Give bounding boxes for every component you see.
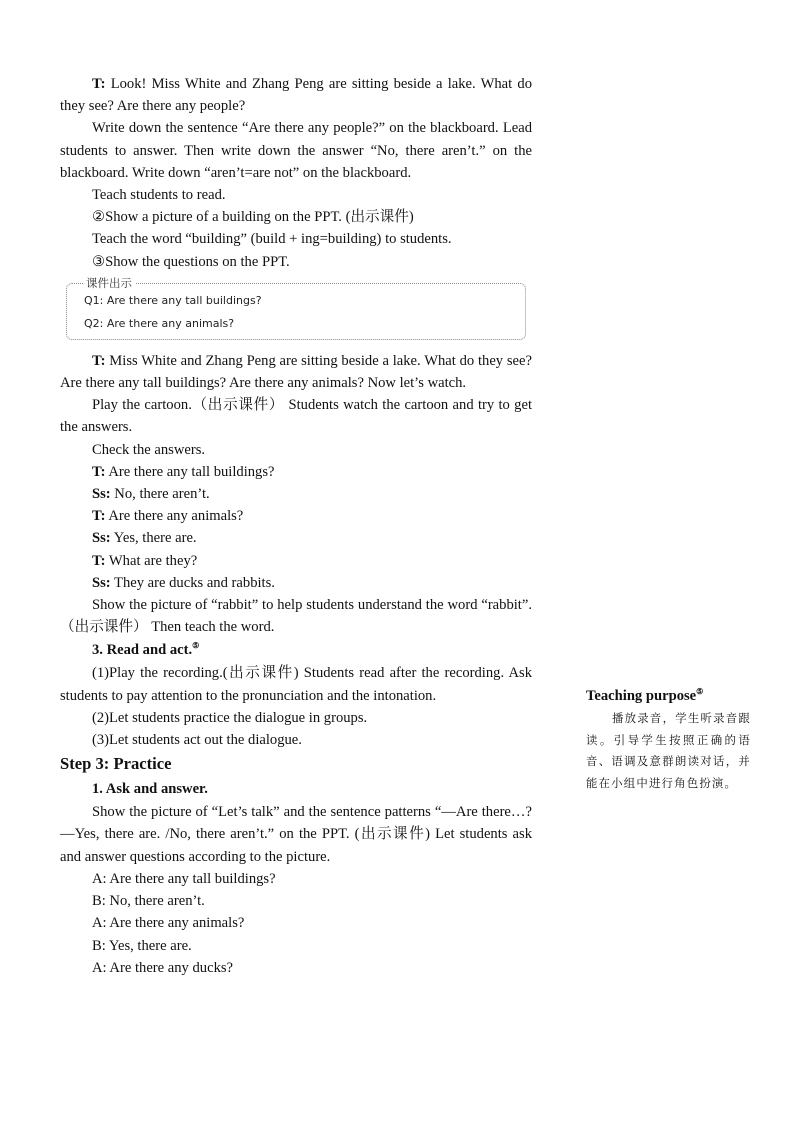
paragraph: Write down the sentence “Are there any people?” on the blackboard. Lead students to answer. Then write down the answer “No, there aren’t.” on the blackboard. Write down “aren’t=are not” on the blackboard.	[60, 120, 532, 181]
paragraph: Teach the word “building” (build + ing=building) to students.	[92, 231, 452, 248]
dialogue-text: Are there any animals?	[105, 508, 244, 525]
courseware-box	[66, 275, 526, 340]
courseware-tag: 课件出示	[83, 275, 135, 291]
paragraph: (1)Play the recording.(出示课件) Students read after the recording. Ask students to pay attention to the pronunciation and the intonation.	[60, 665, 532, 704]
question-1: Q1: Are there any tall buildings?	[84, 293, 262, 307]
paragraph-text: Look! Miss White and Zhang Peng are sitting beside a lake. What do they see? Are there any people?	[60, 76, 532, 115]
dialogue-line	[60, 572, 532, 594]
lesson-content	[60, 73, 532, 979]
footnote-mark: ⑤	[192, 641, 200, 651]
teaching-purpose-note	[586, 686, 751, 794]
paragraph-text: Miss White and Zhang Peng are sitting beside a lake. What do they see? Are there any tall buildings? Are there any animals? Now let’s watch.	[60, 352, 532, 392]
section-title	[60, 638, 532, 662]
dialogue-text: Are there any tall buildings?	[105, 463, 275, 480]
paragraph	[60, 73, 532, 117]
speaker-label: T:	[92, 508, 106, 525]
dialogue-line: A: Are there any animals?	[92, 915, 245, 932]
footnote-mark: ⑤	[696, 687, 704, 697]
section-title: 1. Ask and answer.	[92, 781, 208, 798]
step-heading: Step 3: Practice	[60, 754, 172, 774]
paragraph: Show the picture of “Let’s talk” and the sentence patterns “—Are there…? —Yes, there are. /No, there aren’t.” on the PPT. (出示课件) Let students ask and answer questions according to the picture.	[60, 804, 532, 865]
paragraph	[60, 350, 532, 394]
note-title	[586, 686, 751, 706]
paragraph: ②Show a picture of a building on the PPT. (出示课件)	[92, 209, 414, 226]
speaker-label: Ss:	[92, 486, 111, 503]
speaker-label: T:	[92, 76, 106, 92]
dialogue-line: B: No, there aren’t.	[92, 893, 205, 910]
paragraph: Teach students to read.	[92, 187, 226, 204]
dialogue-line	[60, 483, 532, 505]
speaker-label: Ss:	[92, 530, 111, 547]
dialogue-line	[60, 461, 532, 483]
dialogue-text: They are ducks and rabbits.	[110, 574, 275, 591]
paragraph: Show the picture of “rabbit” to help students understand the word “rabbit”. （出示课件） Then teach the word.	[60, 597, 532, 636]
speaker-label: Ss:	[92, 574, 111, 591]
dialogue-text: Yes, there are.	[110, 530, 197, 547]
dialogue-line: A: Are there any ducks?	[92, 959, 234, 976]
paragraph: Check the answers.	[92, 441, 206, 458]
paragraph: ③Show the questions on the PPT.	[92, 253, 290, 270]
dialogue-text: What are they?	[105, 552, 198, 569]
dialogue-line: A: Are there any tall buildings?	[92, 870, 276, 887]
note-title-text: Teaching purpose	[586, 688, 697, 704]
speaker-label: T:	[92, 352, 106, 369]
dialogue-line	[60, 527, 532, 549]
paragraph: (3)Let students act out the dialogue.	[92, 732, 302, 749]
speaker-label: T:	[92, 463, 106, 480]
paragraph: Play the cartoon.（出示课件） Students watch the cartoon and try to get the answers.	[60, 397, 532, 436]
section-title-text: 3. Read and act.	[92, 642, 193, 659]
question-2: Q2: Are there any animals?	[84, 316, 235, 330]
dialogue-text: No, there aren’t.	[110, 486, 210, 503]
paragraph: (2)Let students practice the dialogue in groups.	[92, 709, 368, 726]
dialogue-line	[60, 505, 532, 527]
dialogue-line	[60, 550, 532, 572]
dialogue-line: B: Yes, there are.	[92, 937, 192, 954]
note-body: 播放录音，学生听录音跟读。引导学生按照正确的语音、语调及意群朗读对话，并能在小组中进行角色扮演。	[586, 711, 751, 790]
speaker-label: T:	[92, 552, 106, 569]
